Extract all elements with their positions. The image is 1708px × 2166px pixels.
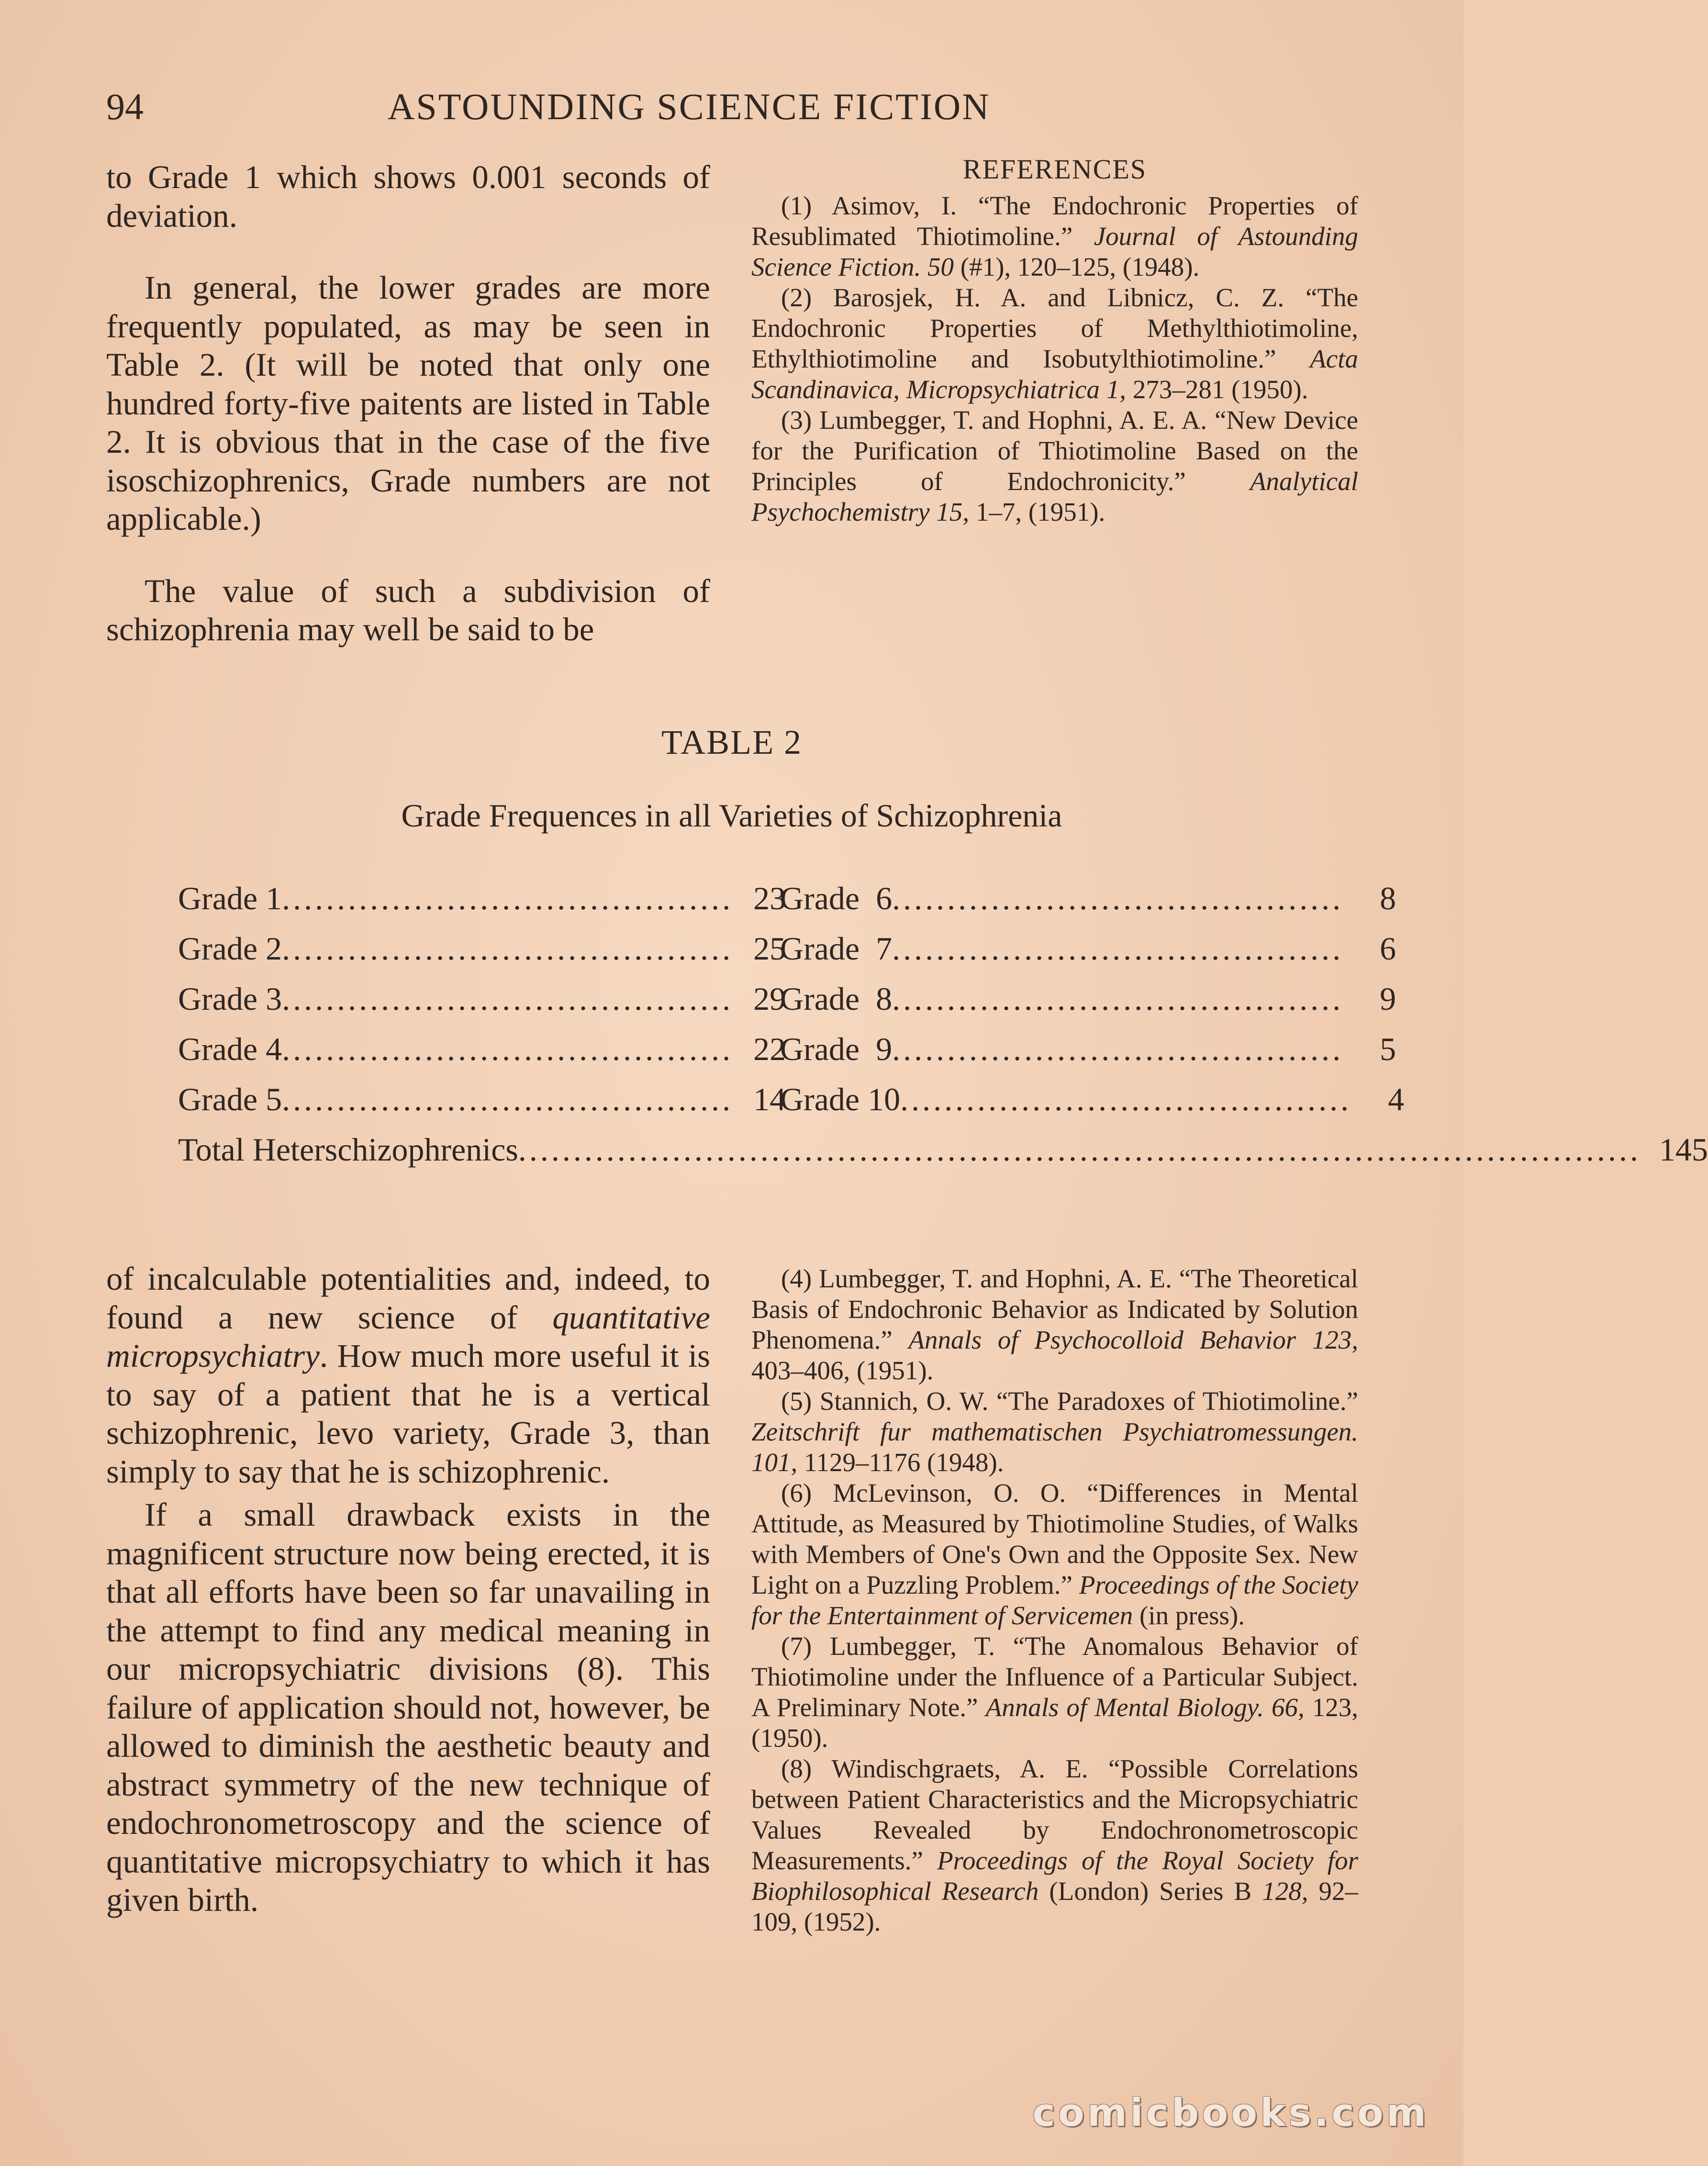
leader-dots: ......................................... [892,981,1344,1017]
reference-item: (7) Lumbegger, T. “The Anomalous Behavior of Thiotimoline under the Influence of a Particular Subject. A Preliminary Note.” Annals of Mental Biology. 66, 123, (1950). [751,1631,1359,1753]
table-row: Grade 4 ......................................... 22 [178,1024,690,1074]
reference-item: (4) Lumbegger, T. and Hophni, A. E. “The Theoretical Basis of Endochronic Behavior as Indicated by Solution Phenomena.” Annals of Psychocolloid Behavior 123, 403–406, (1951). [751,1264,1359,1385]
reference-item: (3) Lumbegger, T. and Hophni, A. E. A. “New Device for the Purification of Thiotimoline Based on the Principles of Endochronicity.” Analytical Psychochemistry 15, 1–7, (1951). [751,405,1358,526]
table-total [178,1125,1708,1175]
table-row: Grade 8 ......................................... 9 [780,974,1287,1024]
table-subtitle: Grade Frequences in all Varieties of Schizophrenia [401,797,1062,834]
leader-dots: ......................................... [900,1081,1352,1117]
running-header-title: ASTOUNDING SCIENCE FICTION [388,86,991,127]
reference-item: (1) Asimov, I. “The Endochronic Properties of Resublimated Thiotimoline.” Journal of Astounding Science Fiction. 50 (#1), 120–125, (1948). [751,191,1358,281]
watermark-logo: comicbooks.com [1032,2090,1429,2135]
table-row: Grade 6 ......................................... 8 [780,873,1287,924]
leader-dots: ......................................... [282,880,734,916]
leader-dots: ......................................... [282,1031,734,1067]
reference-item: (6) McLevinson, O. O. “Differences in Mental Attitude, as Measured by Thiotimoline Studies, of Walks with Members of One's Own and the Opposite Sex. New Light on a Puzzling Problem.” Proceedings of the Society for the Entertainment of Servicemen (in press). [751,1478,1358,1630]
leader-dots: ......................................... [282,930,734,967]
table-row: Grade 3 ......................................... 29 [178,974,690,1024]
body-column-top-left [106,158,710,649]
leader-dots: ...................................................................................................... [518,1131,1641,1168]
table-right-column [780,873,1405,1125]
table-row: Grade 7 ......................................... 6 [780,924,1287,974]
leader-dots: ......................................... [892,930,1344,967]
paragraph: of incalculable potentialities and, indeed, to found a new science of quantitative micropsychiatry. How much more useful it is to say of a patient that he is a vertical schizophrenic, levo variety, Grade 3, than simply to say that he is schizophrenic. [106,1261,710,1490]
leader-dots: ......................................... [892,880,1344,916]
leader-dots: ......................................... [282,981,734,1017]
table-row: Total Heterschizophrenics ...................................................................................................... 145 [178,1125,1287,1175]
references-column-bottom [751,1263,1358,1937]
table-row: Grade 1 ......................................... 23 [178,873,690,924]
paragraph: The value of such a subdivision of schizophrenia may well be said to be [106,572,710,648]
references-column-top [751,154,1358,527]
table-row: Grade 2 ......................................... 25 [178,924,690,974]
paragraph: If a small drawback exists in the magnificent structure now being erected, it is that all efforts have been so far unavailing in the attempt to find any medical meaning in our micropsychiatric divisions (8). This failure of application should not, however, be allowed to diminish the aesthetic beauty and abstract symmetry of the new technique of endochronometroscopy and the science of quantitative micropsychiatry to which it has given birth. [106,1496,710,1918]
table-row: Grade 5 ......................................... 14 [178,1074,690,1125]
body-column-bottom-left [106,1260,710,1920]
page-number: 94 [106,86,144,127]
table-row: Grade 10 ......................................... 4 [780,1074,1287,1125]
table-title: TABLE 2 [661,723,803,761]
table-left-column [178,873,786,1125]
reference-item: (8) Windischgraets, A. E. “Possible Correlations between Patient Characteristics and the Micropsychiatric Values Revealed by Endochronometroscopic Measurements.” Proceedings of the Royal Society for Biophilosophical Research (London) Series B 128, 92–109, (1952). [751,1754,1358,1936]
leader-dots: ......................................... [282,1081,734,1117]
references-heading: REFERENCES [962,154,1147,185]
paragraph: In general, the lower grades are more frequently populated, as may be seen in Table 2. (It will be noted that only one hundred forty-five paitents are listed in Table 2. It is obvious that in the case of the five isoschizophrenics, Grade numbers are not applicable.) [106,269,710,537]
leader-dots: ......................................... [892,1031,1344,1067]
reference-item: (5) Stannich, O. W. “The Paradoxes of Thiotimoline.” Zeitschrift fur mathematischen Psychiatromessungen. 101, 1129–1176 (1948). [751,1386,1358,1477]
reference-item: (2) Barosjek, H. A. and Libnicz, C. Z. “The Endochronic Properties of Methylthiotimoline, Ethylthiotimoline and Isobutylthiotimoline.” Acta Scandinavica, Micropsychiatrica 1, 273–281 (1950). [751,283,1358,404]
paragraph: to Grade 1 which shows 0.001 seconds of deviation. [106,159,710,234]
table-row: Grade 9 ......................................... 5 [780,1024,1287,1074]
